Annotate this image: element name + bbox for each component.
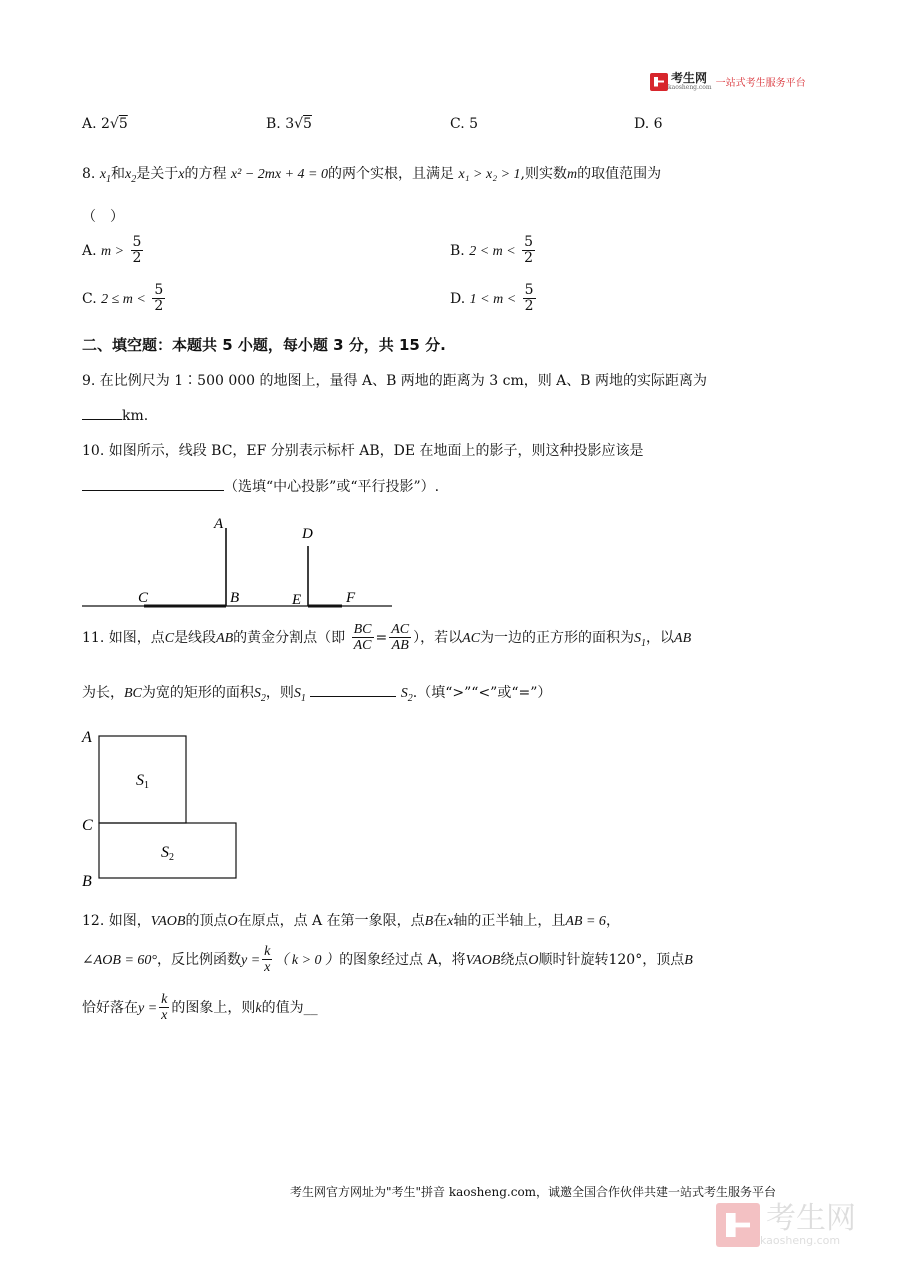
var-x1: $x_1$ (99, 167, 112, 185)
label-B: B (82, 873, 92, 890)
q8-option-label: C. (82, 290, 97, 307)
var-AC: AC (462, 630, 481, 646)
q12-text: ，反比例函数 (157, 951, 241, 968)
var-S: S (293, 686, 301, 701)
q12-answer-blank: 的值为__ (261, 999, 318, 1016)
var-BC: BC (124, 686, 142, 701)
q10-stem: 10. 如图所示，线段 BC，EF 分别表示标杆 AB，DE 在地面上的影子，则这种投影应该是 (82, 443, 644, 459)
fraction (522, 235, 535, 267)
q11-text: 为宽的矩形的面积 (141, 685, 254, 701)
func-y: y = (241, 952, 261, 968)
var-S: S (634, 630, 642, 646)
fraction-den: AC (353, 638, 372, 654)
triangle-aob: VAOB (150, 914, 186, 929)
logo-text-block (668, 72, 712, 91)
watermark-domain: kaosheng.com (760, 1233, 841, 1247)
fraction-den: 2 (154, 298, 164, 315)
q9-stem: 9. 在比例尺为 1∶500 000 的地图上，量得 A、B 两地的距离为 3 cm，则 A、B 两地的实际距离为 (82, 373, 708, 389)
q8-option-expr: 1 < m < (469, 291, 517, 307)
q11-text: 是线段 (174, 629, 217, 646)
q11-text: 11. 如图，点 (82, 629, 165, 646)
var-S: S (253, 686, 261, 701)
watermark-text-block (760, 1200, 856, 1247)
q9-answer-blank[interactable] (82, 405, 122, 420)
q8-text: ,则实数 (520, 166, 567, 182)
fraction-bc-ac (352, 622, 374, 654)
var-k: k (255, 1000, 262, 1016)
q10-answer-line (82, 476, 439, 496)
q10-answer-blank[interactable] (82, 476, 224, 491)
fraction-den: 2 (524, 298, 534, 315)
subscript: 2 (260, 692, 266, 704)
subscript: 1 (641, 637, 647, 649)
var-O: O (227, 914, 238, 929)
q12-text: 顺时针旋转 (538, 951, 609, 968)
q8-text: 的取值范围为 (577, 166, 662, 182)
q11-answer-blank[interactable] (310, 682, 396, 697)
sqrt-symbol: √ (294, 116, 304, 132)
var-S2 (400, 686, 413, 704)
q12-text: 在 (433, 913, 448, 929)
fraction-num: 5 (132, 234, 142, 250)
q12-text: ， (605, 913, 620, 929)
fraction-k-x (159, 992, 169, 1024)
q8-condition: x₁ > x₂ > 1 (458, 167, 521, 182)
header-logo (650, 72, 806, 91)
q8-option-expr: m > (101, 243, 125, 259)
q7-option-a (82, 116, 128, 132)
fraction-den: 2 (524, 250, 534, 267)
q12-text: 的顶点 (185, 913, 228, 929)
q11-text: ，则 (265, 685, 294, 701)
var-B: B (424, 914, 434, 929)
func-y: y = (138, 1000, 158, 1016)
var-m: m (566, 167, 578, 182)
fraction (523, 283, 536, 315)
fraction-k-x (262, 944, 272, 976)
var-S: S (400, 686, 408, 701)
fraction-den: 2 (132, 250, 142, 267)
q8-text: 和 (111, 166, 126, 182)
section-title: 二、填空题：本题共 5 小题，每小题 3 分，共 15 分. (82, 336, 446, 354)
q10-figure (80, 510, 400, 620)
var-x2: $x_2$ (125, 167, 137, 185)
angle-aob: ∠AOB = 60° (82, 952, 157, 968)
q12-stem-line1 (82, 910, 620, 930)
q12-stem-line3 (82, 992, 318, 1024)
q8-option-d (450, 283, 538, 315)
triangle-aob: VAOB (465, 952, 501, 968)
q9-unit: km. (122, 408, 149, 424)
q11-figure (78, 722, 248, 892)
q11-text: ），若以 (413, 629, 463, 646)
q8-option-expr: 2 < m < (469, 243, 516, 259)
q11-stem-line1 (82, 622, 691, 654)
q8-option-label: D. (450, 290, 466, 307)
q8-text: 的两个实根，且满足 (328, 166, 454, 182)
q8-option-a (82, 235, 145, 267)
subscript: 2 (407, 692, 413, 704)
var-x: x (178, 167, 185, 182)
label-S1 (136, 772, 149, 791)
q11-hint: .（填“>”“<”或“=”） (412, 685, 552, 701)
q12-text: 绕点 (500, 951, 529, 968)
fraction-num: k (161, 992, 168, 1007)
q7-option-d: D. 6 (634, 116, 663, 132)
fraction-num: k (264, 944, 271, 959)
label-C: C (138, 590, 149, 606)
var-AB: AB (216, 630, 234, 646)
q8-answer-paren: （ ） (82, 209, 124, 225)
watermark (716, 1200, 856, 1247)
var-B: B (684, 952, 693, 968)
q11-text: 为一边的正方形的面积为 (480, 629, 635, 646)
var-AB: AB (674, 630, 692, 646)
label-E: E (292, 592, 302, 608)
q8-text: 的方程 (184, 166, 227, 182)
logo-domain: kaosheng.com (668, 84, 712, 91)
q8-option-c (82, 283, 167, 315)
label-B: B (230, 590, 240, 606)
q11-stem-line2 (82, 682, 551, 704)
fraction-num: BC (353, 622, 372, 637)
fraction-ac-ab (389, 622, 411, 654)
kaosheng-logo-icon (650, 73, 668, 91)
var-x: x (447, 914, 454, 929)
q8-equation: x² − 2mx + 4 = 0 (230, 167, 328, 182)
q12-text: ，顶点 (642, 951, 685, 968)
q7-option-b-label: B. 3 (266, 116, 295, 132)
label-subscript: 2 (169, 852, 174, 863)
label-S2 (161, 844, 174, 863)
logo-name: 考生网 (671, 71, 708, 85)
q12-text: 12. 如图， (82, 913, 151, 929)
rotation-degree: 120° (608, 951, 643, 968)
q10-hint: （选填“中心投影”或“平行投影”）. (224, 479, 440, 495)
label-S: S (136, 772, 144, 789)
q8-option-label: B. (450, 242, 465, 259)
label-A: A (82, 729, 92, 746)
fraction-num: 5 (154, 282, 164, 298)
fraction (131, 235, 144, 267)
q12-text: 在原点，点 A 在第一象限，点 (237, 913, 425, 929)
q7-option-a-radicand: 5 (118, 116, 128, 132)
q9-answer-line (82, 405, 148, 424)
label-D: D (302, 526, 313, 542)
q8-number: 8. (82, 166, 96, 182)
fraction-den: x (264, 960, 271, 976)
fraction-num: AC (391, 622, 410, 637)
label-A: A (214, 516, 224, 532)
k-condition: （ k > 0 ） (274, 952, 340, 968)
ab-length: AB = 6 (565, 914, 606, 929)
q8-text: 是关于 (136, 166, 179, 182)
q8-option-expr: 2 ≤ m < (101, 291, 146, 307)
q11-text: ，以 (646, 629, 675, 646)
fraction-num: 5 (524, 234, 534, 250)
q7-option-b-radicand: 5 (303, 116, 312, 132)
label-C: C (82, 817, 93, 834)
var-S1 (293, 686, 306, 704)
watermark-logo-icon (716, 1203, 760, 1247)
q12-text: 轴的正半轴上，且 (453, 913, 566, 929)
fraction (152, 283, 165, 315)
fraction-den: x (161, 1008, 168, 1024)
fraction-num: 5 (524, 282, 534, 298)
q7-option-c: C. 5 (450, 116, 479, 132)
var-O: O (528, 952, 539, 968)
fraction-den: AB (391, 638, 409, 654)
q12-text: 恰好落在 (82, 999, 138, 1016)
watermark-name: 考生网 (766, 1200, 856, 1236)
q12-text: 的图象经过点 A，将 (339, 951, 466, 968)
q7-option-a-label: A. 2 (82, 116, 110, 132)
logo-slogan: 一站式考生服务平台 (715, 78, 806, 89)
q7-option-b (266, 116, 312, 132)
q8-option-b (450, 235, 537, 267)
label-subscript: 1 (144, 780, 149, 791)
equals-sign: = (375, 629, 388, 646)
q12-stem-line2 (82, 944, 693, 976)
q8-stem (82, 163, 661, 185)
var-S1 (634, 630, 647, 649)
q11-text: 的黄金分割点（即 (233, 629, 346, 646)
q12-text: 的图象上，则 (171, 999, 256, 1016)
var-S2 (253, 686, 266, 704)
sqrt-symbol: √ (109, 116, 119, 132)
q8-option-label: A. (82, 242, 97, 259)
label-F: F (346, 590, 356, 606)
q11-text: 为长， (82, 685, 124, 701)
var-C: C (164, 630, 175, 646)
footer-text: 考生网官方网址为"考生"拼音 kaosheng.com，诚邀全国合作伙伴共建一站式考生服务平台 (290, 1185, 777, 1199)
label-S: S (161, 844, 169, 861)
subscript: 1 (300, 692, 306, 704)
